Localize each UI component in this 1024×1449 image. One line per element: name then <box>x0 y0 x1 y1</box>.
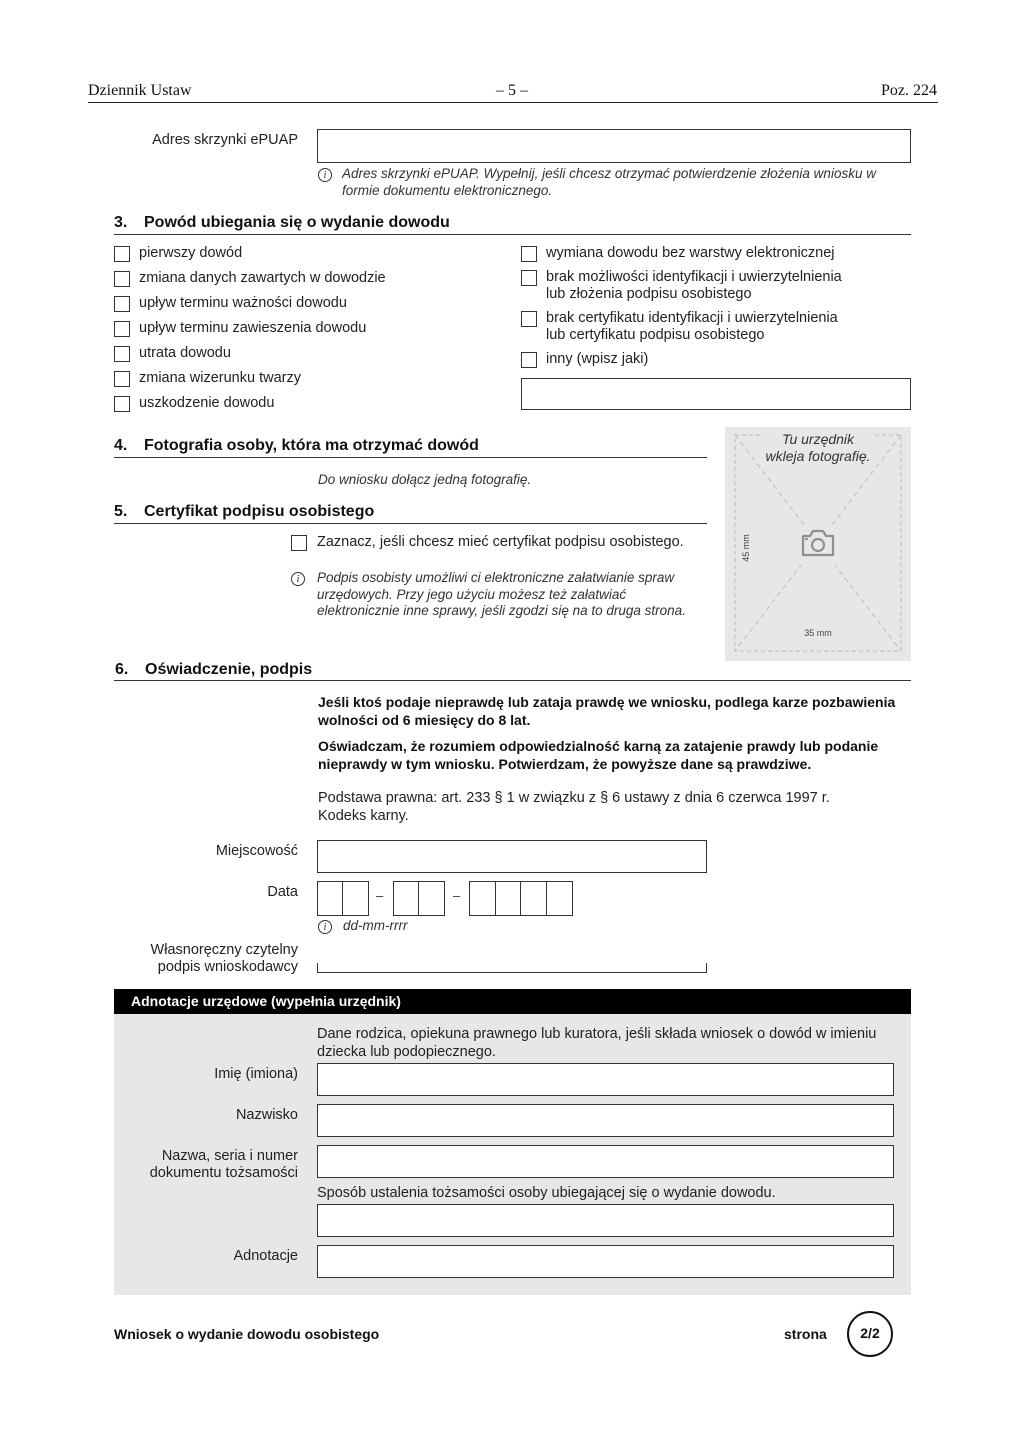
identity-method-label: Sposób ustalenia tożsamości osoby ubiegającej się o wydanie dowodu. <box>317 1185 776 1201</box>
epuap-label: Adres skrzynki ePUAP <box>152 132 298 148</box>
section-5-rule <box>114 523 707 524</box>
reason-suspension-expiry[interactable]: upływ terminu zawieszenia dowodu <box>114 320 494 345</box>
annotations-label: Adnotacje <box>233 1248 298 1264</box>
other-reason-input[interactable] <box>521 378 911 410</box>
checkbox[interactable] <box>114 396 130 412</box>
certificate-note: Podpis osobisty umożliwi ci elektroniczne załatwianie spraw urzędowych. Przy jego użyciu możesz też załatwiać elektronicznie inne sprawy, jeśli zgodzi się na to druga strona. <box>317 570 686 618</box>
reason-list-right <box>521 245 861 375</box>
info-icon: i <box>291 572 305 586</box>
signature-label: Własnoręczny czytelny podpis wnioskodawcy <box>150 942 298 975</box>
section-5-number: 5. <box>114 503 128 520</box>
photo-width-label: 35 mm <box>804 628 832 638</box>
section-4-rule <box>114 457 707 458</box>
epuap-input[interactable] <box>317 129 911 163</box>
place-label: Miejscowość <box>215 843 298 859</box>
epuap-note: Adres skrzynki ePUAP. Wypełnij, jeśli chcesz otrzymać potwierdzenie złożenia wniosku w formie dokumentu elektronicznego. <box>342 166 876 198</box>
page-indicator: 2/2 <box>847 1311 893 1357</box>
certificate-option[interactable]: Zaznacz, jeśli chcesz mieć certyfikat podpisu osobistego. <box>291 534 684 551</box>
place-input[interactable] <box>317 840 707 873</box>
first-name-input[interactable] <box>317 1063 894 1096</box>
official-header-bar <box>114 989 911 1014</box>
signature-field[interactable] <box>317 963 707 973</box>
section-4-title: Fotografia osoby, która ma otrzymać dowód <box>144 437 479 454</box>
official-title: Adnotacje urzędowe (wypełnia urzędnik) <box>131 993 401 1009</box>
info-icon: i <box>318 168 332 182</box>
reason-first-id[interactable]: pierwszy dowód <box>114 245 494 270</box>
photo-height-label: 45 mm <box>741 534 751 562</box>
reason-no-certificate[interactable]: brak certyfikatu identyfikacji i uwierzytelnienia lub certyfikatu podpisu osobistego <box>521 310 861 351</box>
date-label: Data <box>267 884 298 900</box>
reason-loss[interactable]: utrata dowodu <box>114 345 494 370</box>
form-title: Wniosek o wydanie dowodu osobistego <box>114 1326 380 1342</box>
header-rule <box>88 102 938 103</box>
section-6-rule <box>114 680 911 681</box>
section-5-title: Certyfikat podpisu osobistego <box>144 503 375 520</box>
reason-appearance-change[interactable]: zmiana wizerunku twarzy <box>114 370 494 395</box>
certificate-checkbox[interactable] <box>291 535 307 551</box>
checkbox[interactable] <box>521 246 537 262</box>
last-name-label: Nazwisko <box>235 1107 298 1123</box>
checkbox[interactable] <box>521 311 537 327</box>
document-label: Nazwa, seria i numer dokumentu tożsamości <box>149 1148 298 1181</box>
checkbox[interactable] <box>114 371 130 387</box>
photo-caption: Tu urzędnik wkleja fotografię. <box>761 431 875 465</box>
document-input[interactable] <box>317 1145 894 1178</box>
section-6-title: Oświadczenie, podpis <box>145 661 313 678</box>
info-icon: i <box>318 920 332 934</box>
perjury-warning: Jeśli ktoś podaje nieprawdę lub zataja prawdę we wniosku, podlega karze pozbawienia wolności od 6 miesięcy do 8 lat. <box>318 694 896 728</box>
reason-list-left <box>114 245 494 420</box>
checkbox[interactable] <box>521 352 537 368</box>
date-year-input[interactable] <box>469 881 573 916</box>
checkbox[interactable] <box>114 296 130 312</box>
reason-no-e-layer[interactable]: wymiana dowodu bez warstwy elektronicznej <box>521 245 861 269</box>
position-number: Poz. 224 <box>881 82 937 99</box>
date-format-hint: dd-mm-rrrr <box>343 918 408 933</box>
page-label: strona <box>784 1326 827 1342</box>
section-4-number: 4. <box>114 437 128 454</box>
photo-note: Do wniosku dołącz jedną fotografię. <box>318 472 532 487</box>
checkbox[interactable] <box>114 246 130 262</box>
section-3-title: Powód ubiegania się o wydanie dowodu <box>144 214 450 231</box>
journal-name: Dziennik Ustaw <box>88 82 192 99</box>
reason-other[interactable]: inny (wpisz jaki) <box>521 351 861 375</box>
annotations-input[interactable] <box>317 1245 894 1278</box>
page-number: – 5 – <box>496 82 528 99</box>
checkbox[interactable] <box>114 271 130 287</box>
reason-data-change[interactable]: zmiana danych zawartych w dowodzie <box>114 270 494 295</box>
section-6-number: 6. <box>115 661 129 678</box>
section-3-number: 3. <box>114 214 128 231</box>
date-month-input[interactable] <box>393 881 445 916</box>
checkbox[interactable] <box>114 321 130 337</box>
reason-expiry[interactable]: upływ terminu ważności dowodu <box>114 295 494 320</box>
reason-no-identification[interactable]: brak możliwości identyfikacji i uwierzytelnienia lub złożenia podpisu osobistego <box>521 269 861 310</box>
first-name-label: Imię (imiona) <box>214 1066 298 1082</box>
last-name-input[interactable] <box>317 1104 894 1137</box>
date-separator: – <box>376 888 384 903</box>
declaration: Oświadczam, że rozumiem odpowiedzialność karną za zatajenie prawdy lub podanie nieprawdy w tym wniosku. Potwierdzam, że powyższe dane są prawdziwe. <box>318 738 879 772</box>
date-separator: – <box>453 888 461 903</box>
section-3-rule <box>114 234 911 235</box>
checkbox[interactable] <box>521 270 537 286</box>
reason-damage[interactable]: uszkodzenie dowodu <box>114 395 494 420</box>
camera-icon <box>800 528 836 558</box>
identity-method-input[interactable] <box>317 1204 894 1237</box>
legal-basis: Podstawa prawna: art. 233 § 1 w związku z § 6 ustawy z dnia 6 czerwca 1997 r. Kodeks karny. <box>318 790 830 824</box>
guardian-intro: Dane rodzica, opiekuna prawnego lub kuratora, jeśli składa wniosek o dowód w imieniu dziecka lub podopiecznego. <box>317 1026 877 1060</box>
photo-placeholder <box>725 427 911 661</box>
checkbox[interactable] <box>114 346 130 362</box>
date-day-input[interactable] <box>317 881 369 916</box>
